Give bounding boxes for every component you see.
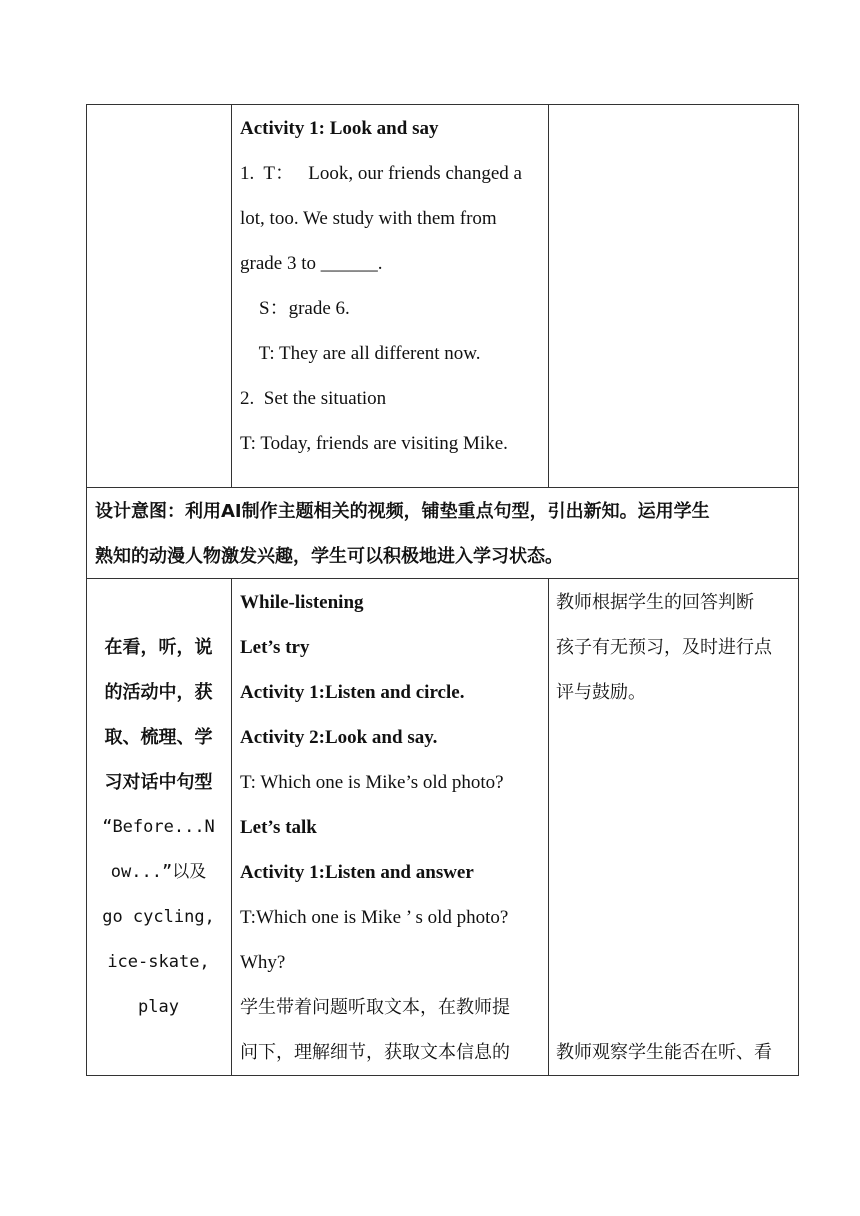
assessment-line: 评与鼓励。 [556,682,646,703]
dialogue-line: grade 3 to ______. [240,253,383,274]
learning-objective-cell [88,625,229,1030]
objective-line: 的活动中，获 [104,682,213,703]
dialogue-line: T: Which one is Mike’s old photo? [240,772,504,793]
objective-line: “Before...N [102,817,215,837]
design-intent-line: 设计意图：利用AI制作主题相关的视频，铺垫重点句型，引出新知。运用学生 [95,501,710,522]
dialogue-line: T: Today, friends are visiting Mike. [240,433,508,454]
dialogue-line: Why? [240,952,286,973]
col-divider-1-top [231,104,232,487]
col-divider-1-bottom [231,578,232,1076]
activity-heading: Activity 1: Look and say [240,118,439,139]
row-divider-1 [86,487,799,488]
section-heading: While-listening [240,592,364,613]
dialogue-line: T: They are all different now. [240,343,481,364]
assessment-cell [556,580,796,715]
activity-heading: Activity 1:Listen and circle. [240,682,465,703]
description-line: 学生带着问题听取文本，在教师提 [240,997,510,1018]
assessment-line: 孩子有无预习，及时进行点 [556,637,772,658]
objective-line: ow...”以及 [110,862,207,882]
objective-line: ice-skate, [107,952,210,972]
col-divider-2-bottom [548,578,549,1076]
dialogue-line: T:Which one is Mike ’ s old photo? [240,907,509,928]
dialogue-line: lot, too. We study with them from [240,208,497,229]
dialogue-line: S：grade 6. [240,298,350,319]
assessment-cell-bottom [556,1030,796,1075]
description-line: 问下，理解细节，获取文本信息的 [240,1042,510,1063]
design-intent-cell [95,489,795,579]
assessment-line: 教师观察学生能否在听、看 [556,1042,772,1063]
objective-line: 在看，听，说 [104,637,213,658]
row1-activity-cell [240,106,545,466]
objective-line: play [138,997,179,1017]
section-heading: Let’s try [240,637,310,658]
section-heading: Let’s talk [240,817,317,838]
activity-heading: Activity 1:Listen and answer [240,862,474,883]
assessment-line: 教师根据学生的回答判断 [556,592,754,613]
objective-line: 取、梳理、学 [104,727,213,748]
objective-line: 习对话中句型 [104,772,213,793]
while-listening-cell [240,580,545,1075]
step-line: 2. Set the situation [240,388,387,409]
objective-line: go cycling, [102,907,215,927]
col-divider-2-top [548,104,549,487]
dialogue-line: 1. T： Look, our friends changed a [240,163,522,184]
activity-heading: Activity 2:Look and say. [240,727,438,748]
design-intent-line: 熟知的动漫人物激发兴趣，学生可以积极地进入学习状态。 [95,546,563,567]
